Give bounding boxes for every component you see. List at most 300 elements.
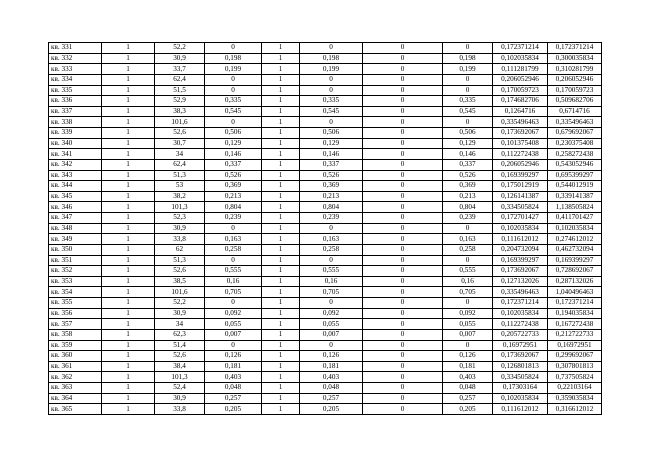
table-cell: 0,239 [443,213,493,224]
table-cell: 1,138505824 [548,202,602,213]
apartment-label-cell: кв. 361 [49,361,102,372]
table-row [49,329,602,340]
table-cell: 0,126 [205,351,262,362]
table-cell: 1 [102,393,155,404]
table-cell: 62,4 [155,159,205,170]
table-cell: 1 [102,351,155,362]
table-cell: 0,127132026 [493,276,548,287]
apartment-label-cell: кв. 362 [49,372,102,383]
table-cell: 0,258 [300,244,363,255]
table-cell: 0,16972951 [493,340,548,351]
table-cell: 0,092 [300,308,363,319]
apartment-label-cell: кв. 353 [49,276,102,287]
table-cell: 30,9 [155,223,205,234]
apartment-label-cell: кв. 350 [49,244,102,255]
table-cell: 52,9 [155,96,205,107]
table-cell: 51,4 [155,340,205,351]
table-cell: 0 [363,170,443,181]
table-cell: 101,6 [155,117,205,128]
table-cell: 101,3 [155,372,205,383]
table-cell: 0,198 [443,53,493,64]
table-cell: 0,411701427 [548,213,602,224]
table-cell: 0,705 [300,287,363,298]
table-cell: 0,17303164 [493,383,548,394]
table-cell: 0 [363,404,443,415]
table-cell: 1 [102,223,155,234]
table-cell: 0,213 [300,191,363,202]
table-cell: 0 [300,255,363,266]
table-cell: 0 [363,266,443,277]
table-cell: 1 [262,266,300,277]
table-cell: 0,545 [300,106,363,117]
table-cell: 0 [300,117,363,128]
table-cell: 1 [262,223,300,234]
table-cell: 0,204732094 [493,244,548,255]
table-cell: 0,212722733 [548,329,602,340]
apartment-label-cell: кв. 358 [49,329,102,340]
table-cell: 0 [363,234,443,245]
table-cell: 30,9 [155,308,205,319]
table-cell: 0,198 [205,53,262,64]
table-row [49,117,602,128]
table-row [49,266,602,277]
table-cell: 0,335496463 [493,117,548,128]
table-cell: 1 [262,106,300,117]
table-row [49,43,602,54]
table-cell: 0,257 [300,393,363,404]
table-cell: 1,040496463 [548,287,602,298]
table-cell: 0,181 [443,361,493,372]
table-row [49,191,602,202]
table-cell: 1 [262,159,300,170]
table-cell: 1 [262,340,300,351]
table-row [49,393,602,404]
table-cell: 33,7 [155,64,205,75]
table-cell: 0 [363,244,443,255]
table-cell: 0 [300,85,363,96]
table-cell: 0 [205,117,262,128]
table-cell: 0 [363,298,443,309]
table-row [49,308,602,319]
table-cell: 0,092 [205,308,262,319]
table-cell: 51,3 [155,170,205,181]
table-cell: 0,173692067 [493,266,548,277]
table-cell: 0,695399297 [548,170,602,181]
table-cell: 1 [262,351,300,362]
table-row [49,351,602,362]
table-cell: 1 [262,191,300,202]
table-cell: 0 [363,319,443,330]
table-cell: 0,007 [205,329,262,340]
table-cell: 34 [155,149,205,160]
table-cell: 0 [363,340,443,351]
apartment-label-cell: кв. 341 [49,149,102,160]
table-cell: 0,258 [443,244,493,255]
apartment-label-cell: кв. 359 [49,340,102,351]
table-cell: 1 [102,106,155,117]
table-cell: 1 [262,255,300,266]
table-row [49,244,602,255]
table-cell: 0,205722733 [493,329,548,340]
table-cell: 0,163 [205,234,262,245]
table-row [49,53,602,64]
table-cell: 1 [102,266,155,277]
table-cell: 0,544012919 [548,181,602,192]
table-cell: 1 [262,276,300,287]
table-cell: 1 [102,255,155,266]
table-cell: 0,337 [300,159,363,170]
table-cell: 1 [262,170,300,181]
table-cell: 0,181 [205,361,262,372]
table-cell: 0 [363,43,443,54]
table-cell: 0,146 [205,149,262,160]
table-cell: 1 [262,361,300,372]
apartment-label-cell: кв. 355 [49,298,102,309]
table-cell: 0,167272438 [548,319,602,330]
table-cell: 0 [300,298,363,309]
table-cell: 0,055 [443,319,493,330]
table-row [49,319,602,330]
table-cell: 0,172371214 [548,43,602,54]
table-cell: 1 [102,383,155,394]
table-cell: 0 [363,393,443,404]
table-cell: 0,705 [443,287,493,298]
table-cell: 0,174682706 [493,96,548,107]
table-body [49,43,602,415]
table-cell: 30,9 [155,53,205,64]
table-cell: 0 [363,74,443,85]
table-row [49,181,602,192]
table-row [49,96,602,107]
table-cell: 52,2 [155,43,205,54]
table-cell: 0,170059723 [548,85,602,96]
table-cell: 1 [262,329,300,340]
table-cell: 0 [363,117,443,128]
table-cell: 1 [102,159,155,170]
table-cell: 0 [443,298,493,309]
table-cell: 0,199 [205,64,262,75]
table-cell: 1 [262,383,300,394]
table-cell: 0,335 [300,96,363,107]
apartment-label-cell: кв. 360 [49,351,102,362]
table-cell: 0,169399297 [493,255,548,266]
table-cell: 1 [262,308,300,319]
table-row [49,287,602,298]
table-cell: 0,007 [443,329,493,340]
table-cell: 1 [262,319,300,330]
table-cell: 1 [262,213,300,224]
table-cell: 0,194035834 [548,308,602,319]
table-cell: 0 [363,181,443,192]
table-cell: 0,048 [300,383,363,394]
table-cell: 0,111281799 [493,64,548,75]
table-cell: 0,287132026 [548,276,602,287]
table-cell: 0,055 [205,319,262,330]
table-cell: 0 [205,85,262,96]
table-cell: 1 [262,74,300,85]
table-row [49,170,602,181]
table-row [49,149,602,160]
apartment-label-cell: кв. 336 [49,96,102,107]
apartment-label-cell: кв. 357 [49,319,102,330]
apartment-label-cell: кв. 335 [49,85,102,96]
table-cell: 0 [300,340,363,351]
table-cell: 0 [443,43,493,54]
apartment-label-cell: кв. 349 [49,234,102,245]
table-cell: 0,092 [443,308,493,319]
table-cell: 0,205 [443,404,493,415]
table-row [49,223,602,234]
table-cell: 0,257 [205,393,262,404]
table-cell: 0,335 [443,96,493,107]
table-cell: 0,206052946 [493,159,548,170]
table-cell: 0,199 [300,64,363,75]
table-cell: 0,102035834 [493,308,548,319]
table-row [49,128,602,139]
table-cell: 0,126801813 [493,361,548,372]
table-cell: 0 [363,106,443,117]
apartment-label-cell: кв. 339 [49,128,102,139]
table-cell: 0 [363,191,443,202]
table-cell: 0,129 [300,138,363,149]
apartment-label-cell: кв. 334 [49,74,102,85]
table-cell: 0,16 [300,276,363,287]
table-cell: 0,22103164 [548,383,602,394]
table-cell: 0 [363,149,443,160]
table-cell: 1 [262,298,300,309]
table-cell: 1 [102,85,155,96]
table-cell: 0,129 [205,138,262,149]
table-cell: 1 [102,43,155,54]
table-cell: 0,230375408 [548,138,602,149]
table-cell: 0 [363,159,443,170]
table-cell: 0 [363,138,443,149]
table-cell: 52,2 [155,298,205,309]
table-cell: 1 [102,329,155,340]
table-cell: 1 [102,96,155,107]
table-cell: 0,170059723 [493,85,548,96]
table-cell: 0,213 [443,191,493,202]
apartment-label-cell: кв. 364 [49,393,102,404]
table-cell: 0,146 [300,149,363,160]
table-row [49,64,602,75]
apartment-label-cell: кв. 346 [49,202,102,213]
table-cell: 0,16 [205,276,262,287]
table-cell: 0,111612012 [493,404,548,415]
table-cell: 0,257 [443,393,493,404]
table-cell: 0,339141387 [548,191,602,202]
table-cell: 0 [363,308,443,319]
apartment-table [48,42,602,415]
table-cell: 0,112272438 [493,319,548,330]
table-cell: 0,239 [300,213,363,224]
table-cell: 0,6714716 [548,106,602,117]
table-cell: 1 [262,372,300,383]
table-cell: 0,129 [443,138,493,149]
table-cell: 0,509682706 [548,96,602,107]
table-cell: 62,3 [155,329,205,340]
table-cell: 51,3 [155,255,205,266]
table-cell: 0,335496463 [548,117,602,128]
table-row [49,298,602,309]
table-cell: 0 [300,43,363,54]
table-cell: 1 [262,244,300,255]
table-cell: 0,403 [205,372,262,383]
table-cell: 0,173692067 [493,351,548,362]
table-cell: 0,337 [205,159,262,170]
table-cell: 0 [363,361,443,372]
table-cell: 52,6 [155,266,205,277]
table-cell: 0 [363,53,443,64]
table-cell: 0,126141387 [493,191,548,202]
apartment-label-cell: кв. 365 [49,404,102,415]
table-cell: 1 [102,319,155,330]
table-cell: 0,728692067 [548,266,602,277]
table-cell: 0 [205,340,262,351]
table-row [49,202,602,213]
table-cell: 0,102035834 [493,53,548,64]
table-cell: 0,258272438 [548,149,602,160]
table-cell: 1 [102,404,155,415]
table-cell: 0,462732094 [548,244,602,255]
table-row [49,213,602,224]
table-cell: 0,175012919 [493,181,548,192]
table-row [49,106,602,117]
table-row [49,138,602,149]
table-cell: 0,526 [300,170,363,181]
table-cell: 30,9 [155,393,205,404]
table-cell: 0 [363,64,443,75]
table-cell: 0,506 [300,128,363,139]
table-cell: 0,555 [205,266,262,277]
table-cell: 0,048 [443,383,493,394]
apartment-label-cell: кв. 351 [49,255,102,266]
table-cell: 101,6 [155,287,205,298]
table-cell: 0,172371214 [493,298,548,309]
table-row [49,404,602,415]
apartment-label-cell: кв. 344 [49,181,102,192]
apartment-label-cell: кв. 337 [49,106,102,117]
table-cell: 0,163 [300,234,363,245]
table-cell: 0,169399297 [493,170,548,181]
table-cell: 0,146 [443,149,493,160]
table-cell: 30,7 [155,138,205,149]
table-cell: 0,055 [300,319,363,330]
table-cell: 0,169399297 [548,255,602,266]
table-cell: 0,206052946 [493,74,548,85]
table-cell: 0,369 [300,181,363,192]
table-cell: 0,126 [300,351,363,362]
apartment-label-cell: кв. 331 [49,43,102,54]
table-cell: 0,16 [443,276,493,287]
table-cell: 101,3 [155,202,205,213]
table-cell: 52,3 [155,213,205,224]
apartment-label-cell: кв. 354 [49,287,102,298]
apartment-label-cell: кв. 340 [49,138,102,149]
table-row [49,383,602,394]
table-cell: 34 [155,319,205,330]
table-cell: 1 [102,213,155,224]
table-cell: 0 [300,223,363,234]
table-cell: 0,543052946 [548,159,602,170]
table-cell: 0,173692067 [493,128,548,139]
table-cell: 0 [205,223,262,234]
table-cell: 1 [102,117,155,128]
table-cell: 0 [443,117,493,128]
table-row [49,74,602,85]
table-cell: 0 [443,223,493,234]
table-cell: 0,205 [205,404,262,415]
apartment-label-cell: кв. 333 [49,64,102,75]
table-cell: 0,198 [300,53,363,64]
table-cell: 1 [102,308,155,319]
table-row [49,372,602,383]
apartment-label-cell: кв. 342 [49,159,102,170]
apartment-label-cell: кв. 343 [49,170,102,181]
table-cell: 1 [102,244,155,255]
table-cell: 1 [262,138,300,149]
table-cell: 0,007 [300,329,363,340]
table-cell: 53 [155,181,205,192]
table-cell: 0,213 [205,191,262,202]
table-cell: 1 [102,181,155,192]
table-cell: 0 [300,74,363,85]
table-cell: 0,206052946 [548,74,602,85]
table-cell: 1 [102,234,155,245]
table-cell: 0 [443,85,493,96]
table-cell: 52,6 [155,128,205,139]
table-cell: 0,506 [443,128,493,139]
table-cell: 0,337 [443,159,493,170]
table-cell: 0,334505824 [493,372,548,383]
table-cell: 1 [102,64,155,75]
table-cell: 0,274612012 [548,234,602,245]
table-cell: 0 [205,255,262,266]
table-cell: 0,804 [443,202,493,213]
table-cell: 0,555 [300,266,363,277]
table-cell: 0 [363,202,443,213]
table-cell: 1 [262,393,300,404]
table-cell: 0,335 [205,96,262,107]
table-cell: 1 [102,191,155,202]
table-cell: 0,205 [300,404,363,415]
table-cell: 0,102035834 [493,223,548,234]
table-cell: 52,4 [155,383,205,394]
table-cell: 1 [262,287,300,298]
table-cell: 0,526 [443,170,493,181]
table-cell: 0 [363,213,443,224]
table-cell: 0,545 [443,106,493,117]
table-cell: 1 [262,53,300,64]
table-cell: 0,804 [300,202,363,213]
table-cell: 1 [102,138,155,149]
table-row [49,159,602,170]
table-cell: 52,6 [155,351,205,362]
table-cell: 0,334505824 [493,202,548,213]
apartment-label-cell: кв. 338 [49,117,102,128]
table-cell: 0,258 [205,244,262,255]
table-cell: 1 [102,298,155,309]
table-cell: 1 [102,340,155,351]
table-cell: 0 [363,85,443,96]
table-cell: 1 [262,85,300,96]
table-cell: 0,126 [443,351,493,362]
table-cell: 1 [102,276,155,287]
table-cell: 0,181 [300,361,363,372]
table-cell: 1 [102,53,155,64]
table-cell: 0,737505824 [548,372,602,383]
table-cell: 0,335496463 [493,287,548,298]
